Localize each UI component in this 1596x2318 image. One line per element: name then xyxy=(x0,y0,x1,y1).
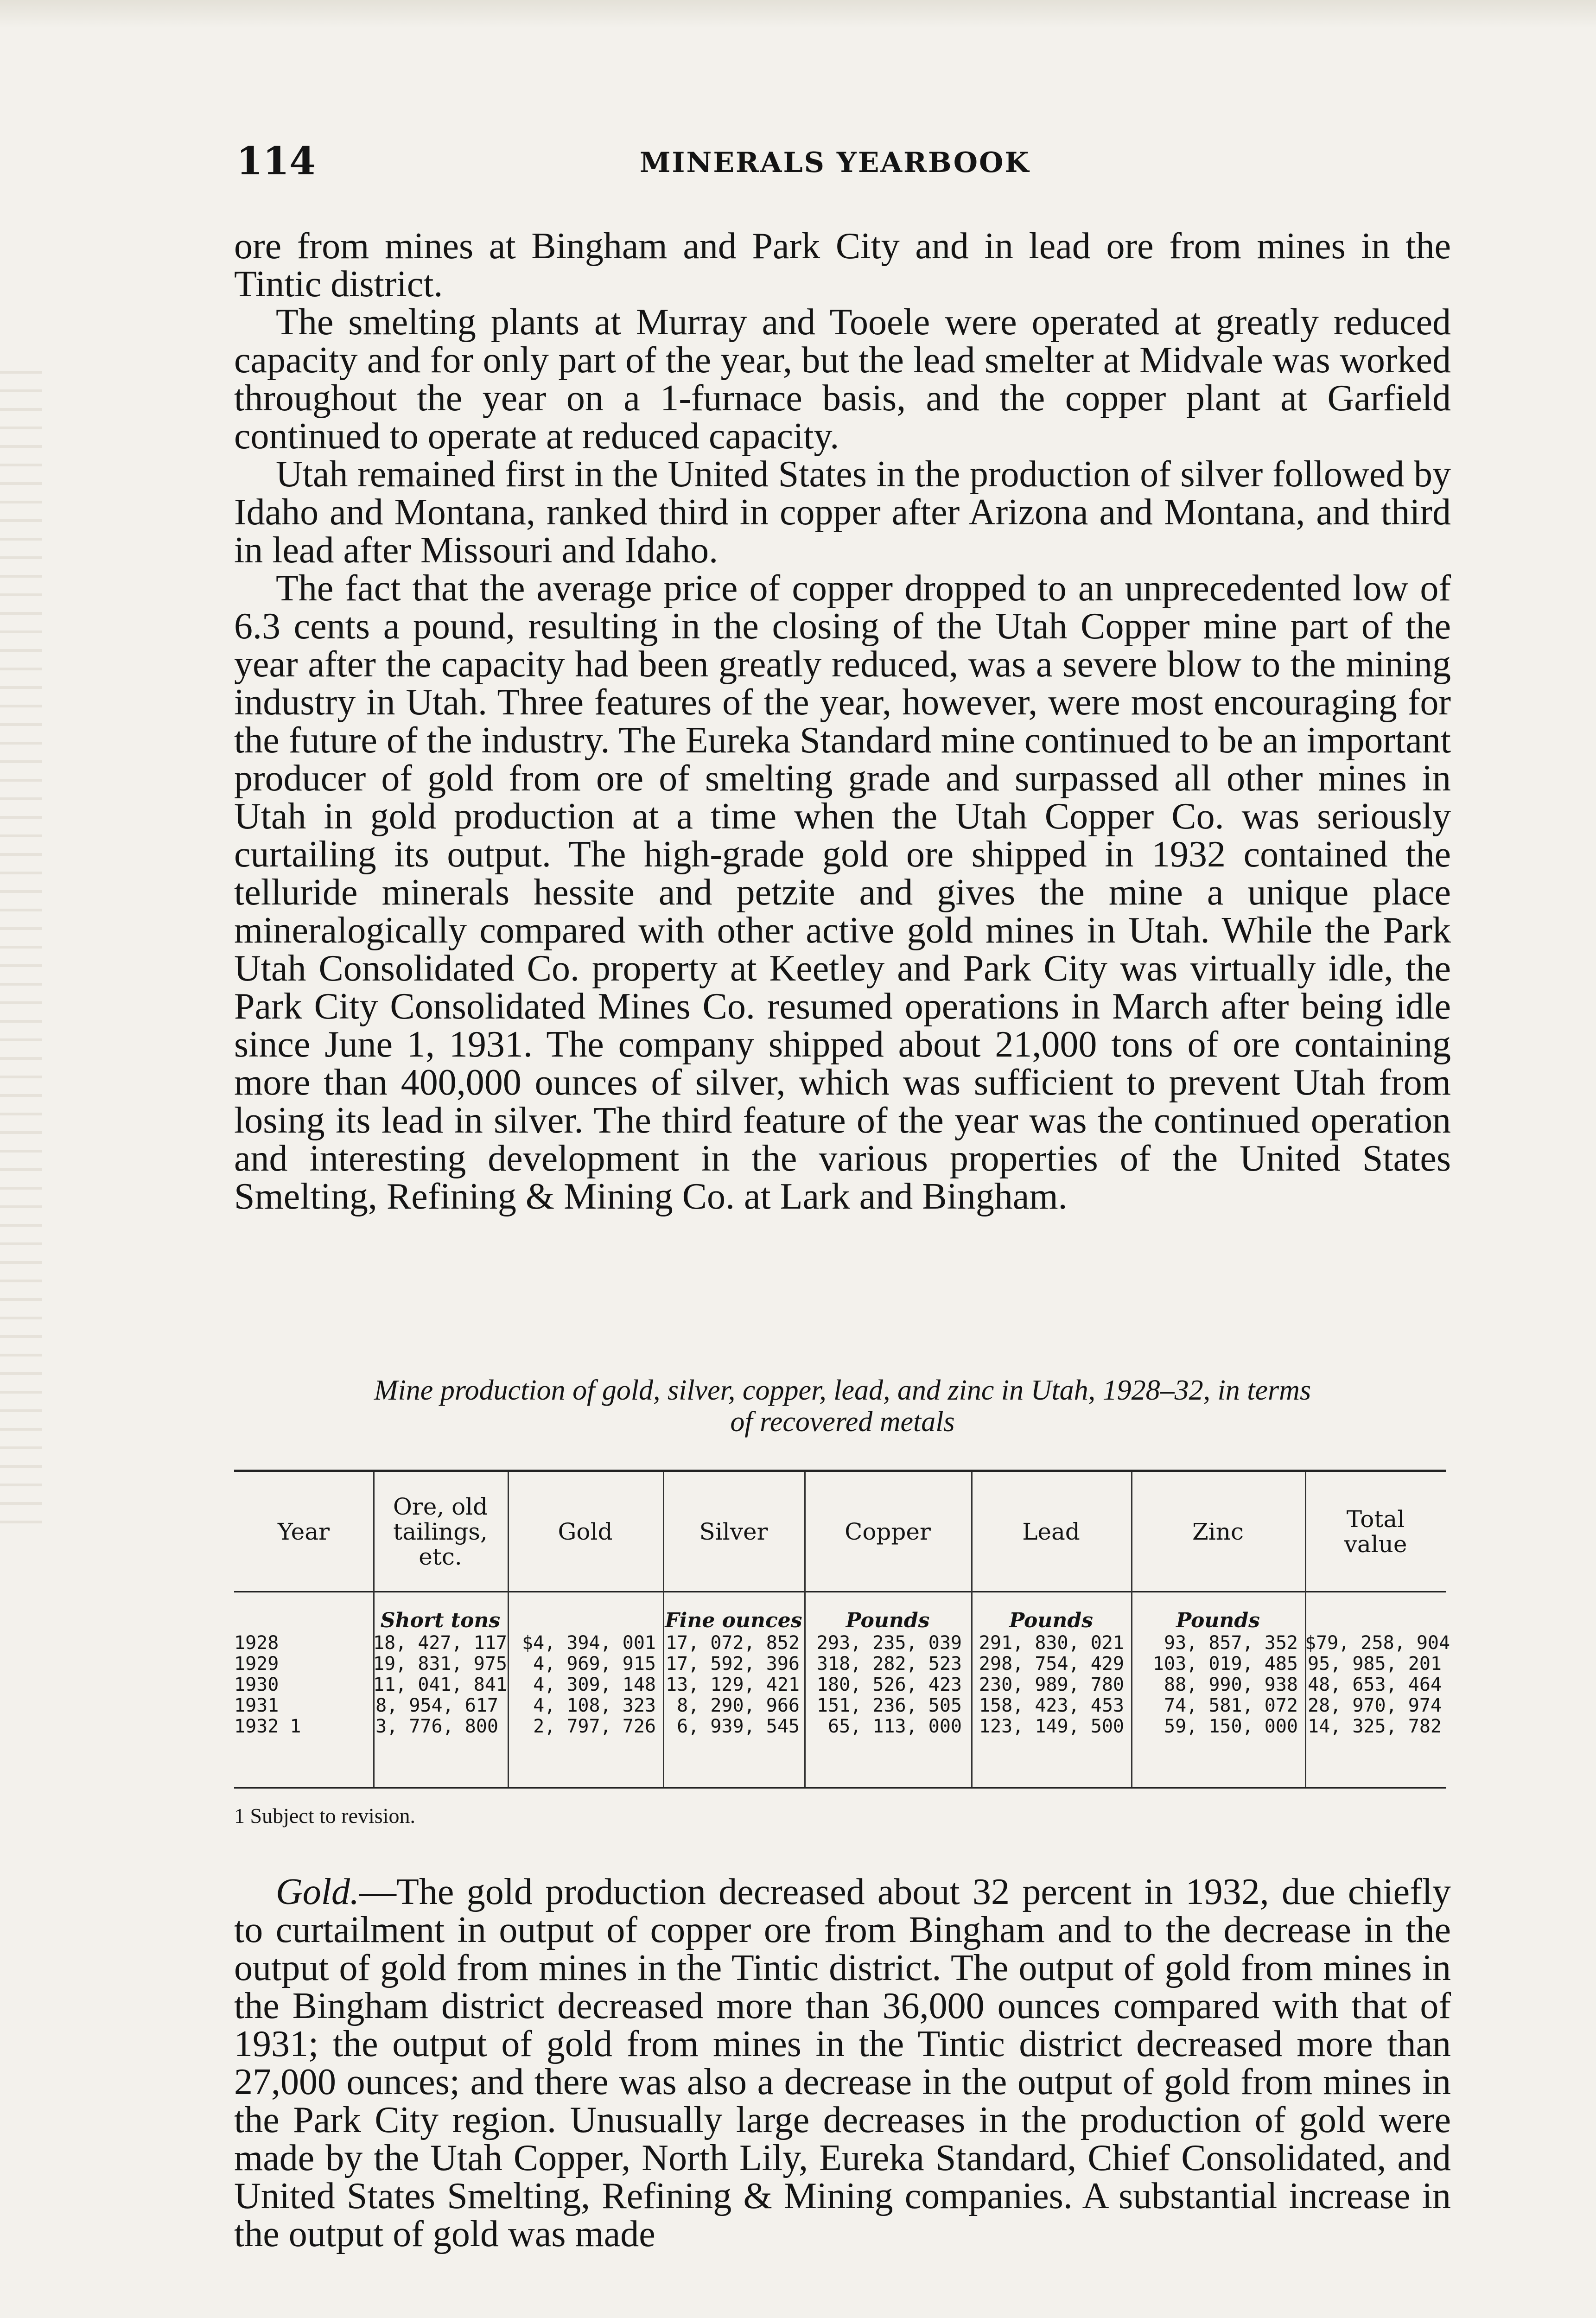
table-row xyxy=(234,1632,1450,1654)
cell-ore: 3, 776, 800 xyxy=(375,1716,498,1737)
header-ore: Ore, old tailings, etc. xyxy=(393,1493,488,1570)
table-row xyxy=(234,1695,1446,1716)
cell-total: 14, 325, 782 xyxy=(1308,1716,1442,1737)
paragraph-continuation: ore from mines at Bingham and Park City and in lead ore from mines in the Tintic district. xyxy=(234,226,1451,305)
cell-silver: 8, 290, 966 xyxy=(677,1695,800,1716)
cell-total: 48, 653, 464 xyxy=(1308,1674,1442,1695)
cell-silver: 17, 072, 852 xyxy=(666,1632,800,1654)
cell-year: 1928 xyxy=(234,1632,279,1654)
cell-year: 1930 xyxy=(234,1674,279,1695)
page-header xyxy=(236,139,1451,190)
cell-zinc: 74, 581, 072 xyxy=(1164,1695,1298,1716)
cell-silver: 13, 129, 421 xyxy=(666,1674,800,1695)
paragraph-gold-text: —The gold production decreased about 32 percent in 1932, due chiefly to curtailment in output of copper ore from Bingham and to the decrease in the output of gold from mines in the Tintic district. The output of gold from mines in the Bingham district decreased more than 36,000 ounces compared with that of 1931; the output of gold from mines in the Tintic district decreased more than 27,000 ounces; and there was also a decrease in the output of gold from mines in the Park City region. Unusually large decreases in the production of gold were made by the Utah Copper, North Lily, Eureka Standard, Chief Consolidated, and United States Smelting, Refining & Mining companies. A substantial increase in the output of gold was made xyxy=(234,1872,1451,2254)
cell-year: 1929 xyxy=(234,1653,279,1675)
cell-zinc: 93, 857, 352 xyxy=(1164,1632,1298,1654)
running-head: MINERALS YEARBOOK xyxy=(640,146,1030,179)
scan-shading xyxy=(0,0,1596,28)
paragraph-ranking: Utah remained first in the United States in the production of silver followed by Idaho and Montana, ranked third in copper after Arizona and Montana, and third in lead after Missouri and Idaho. xyxy=(234,454,1451,571)
cell-year: 1931 xyxy=(234,1695,279,1716)
cell-ore: 11, 041, 841 xyxy=(373,1674,507,1695)
unit-copper: Pounds xyxy=(846,1609,930,1632)
cell-zinc: 88, 990, 938 xyxy=(1164,1674,1298,1695)
header-silver: Silver xyxy=(699,1518,768,1545)
table-row xyxy=(234,1716,1446,1737)
header-total: Total value xyxy=(1344,1505,1407,1558)
cell-total: $79, 258, 904 xyxy=(1305,1632,1450,1654)
unit-zinc: Pounds xyxy=(1176,1609,1260,1632)
header-zinc: Zinc xyxy=(1192,1518,1244,1545)
scan-edge-marks xyxy=(0,371,42,1530)
header-gold: Gold xyxy=(558,1518,613,1545)
cell-ore: 8, 954, 617 xyxy=(375,1695,498,1716)
cell-zinc: 59, 150, 000 xyxy=(1164,1716,1298,1737)
cell-year: 1932 1 xyxy=(234,1716,301,1737)
cell-lead: 298, 754, 429 xyxy=(979,1653,1124,1675)
cell-gold: 4, 969, 915 xyxy=(533,1653,656,1675)
unit-ore: Short tons xyxy=(380,1609,501,1632)
table-row xyxy=(234,1654,1446,1675)
page-number: 114 xyxy=(236,139,316,184)
cell-silver: 6, 939, 545 xyxy=(677,1716,800,1737)
cell-zinc: 103, 019, 485 xyxy=(1152,1653,1298,1675)
cell-ore: 18, 427, 117 xyxy=(373,1632,507,1654)
cell-lead: 291, 830, 021 xyxy=(979,1632,1124,1654)
cell-silver: 17, 592, 396 xyxy=(666,1653,800,1675)
paragraph-gold xyxy=(234,1873,1451,2253)
paragraph-copper-price: The fact that the average price of copper dropped to an unprecedented low of 6.3 cents a pound, resulting in the closing of the Utah Copper mine part of the year after the capacity had been greatly reduced, was a severe blow to the mining industry in Utah. Three features of the year, however, were most encouraging for the future of the industry. The Eureka Standard mine continued to be an important producer of gold from ore of smelting grade and surpassed all other mines in Utah in gold production at a time when the Utah Copper Co. was seriously curtailing its output. The high-grade gold ore shipped in 1932 contained the telluride minerals hessite and petzite and gives the mine a unique place mineralogically compared with other active gold mines in Utah. While the Park Utah Consolidated Co. property at Keetley and Park City was virtually idle, the Park City Consolidated Mines Co. resumed operations in March after being idle since June 1, 1931. The company shipped about 21,000 tons of ore containing more than 400,000 ounces of silver, which was sufficient to prevent Utah from losing its lead in silver. The third feature of the year was the continued operation and interesting development in the various properties of the United States Smelting, Refining & Mining Co. at Lark and Bingham. xyxy=(234,568,1451,1217)
cell-ore: 19, 831, 975 xyxy=(373,1653,507,1675)
cell-gold: 4, 309, 148 xyxy=(533,1674,656,1695)
header-lead: Lead xyxy=(1022,1518,1080,1545)
cell-copper: 151, 236, 505 xyxy=(816,1695,962,1716)
table-header-rule xyxy=(234,1591,1446,1592)
body-text-bottom xyxy=(234,1873,1451,2253)
table-caption xyxy=(234,1375,1451,1438)
cell-copper: 65, 113, 000 xyxy=(828,1716,962,1737)
cell-copper: 293, 235, 039 xyxy=(816,1632,962,1654)
header-copper: Copper xyxy=(845,1518,931,1545)
cell-copper: 180, 526, 423 xyxy=(816,1674,962,1695)
table-caption-line-2: of recovered metals xyxy=(730,1406,955,1438)
cell-lead: 123, 149, 500 xyxy=(979,1716,1124,1737)
cell-lead: 158, 423, 453 xyxy=(979,1695,1124,1716)
cell-lead: 230, 989, 780 xyxy=(979,1674,1124,1695)
table-footnote: 1 Subject to revision. xyxy=(234,1804,415,1828)
table-row xyxy=(234,1675,1446,1695)
paragraph-smelting: The smelting plants at Murray and Tooele were operated at greatly reduced capacity and for only part of the year, but the lead smelter at Midvale was worked throughout the year on a 1-furnace basis, and the copper plant at Garfield continued to operate at reduced capacity. xyxy=(234,302,1451,457)
cell-gold: $4, 394, 001 xyxy=(522,1632,656,1654)
table-caption-line-1: Mine production of gold, silver, copper, lead, and zinc in Utah, 1928–32, in terms xyxy=(374,1375,1311,1406)
cell-gold: 4, 108, 323 xyxy=(533,1695,656,1716)
cell-gold: 2, 797, 726 xyxy=(533,1716,656,1737)
section-lead-in: Gold. xyxy=(276,1872,359,1912)
body-text-top xyxy=(234,227,1451,1216)
cell-total: 28, 970, 974 xyxy=(1308,1695,1442,1716)
cell-copper: 318, 282, 523 xyxy=(816,1653,962,1675)
unit-silver: Fine ounces xyxy=(665,1609,802,1632)
unit-lead: Pounds xyxy=(1009,1609,1093,1632)
table-bottom-rule xyxy=(234,1787,1446,1789)
header-year: Year xyxy=(278,1518,330,1545)
cell-total: 95, 985, 201 xyxy=(1308,1653,1442,1675)
